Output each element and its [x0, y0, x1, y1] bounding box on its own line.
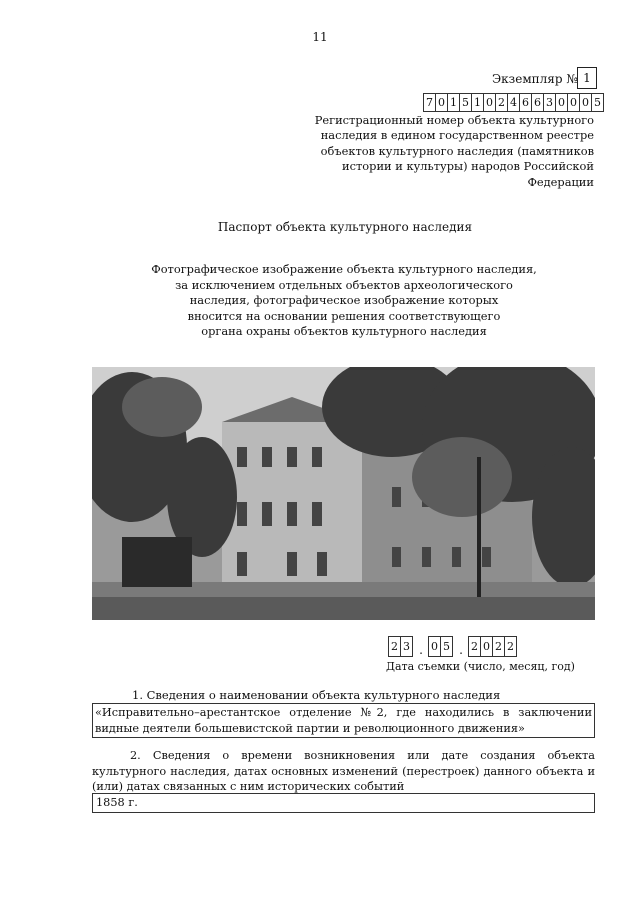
date-separator: .: [419, 643, 423, 657]
photo-date: [389, 636, 517, 657]
photo-caption-line: за исключением отдельных объектов археологического: [175, 277, 513, 292]
date-digit-cell: 2: [492, 636, 505, 657]
photo-caption: [0, 262, 640, 340]
date-digit-cell: 5: [440, 636, 453, 657]
registration-digit-cell: 4: [507, 93, 520, 112]
registration-digit-cell: 2: [495, 93, 508, 112]
registration-digit-cell: 6: [531, 93, 544, 112]
registration-digit-cell: 5: [591, 93, 604, 112]
date-digit-cell: 0: [428, 636, 441, 657]
passport-title: Паспорт объекта культурного наследия: [217, 220, 473, 234]
copy-number-box: 1: [577, 67, 597, 89]
copy-label: Экземпляр №: [492, 72, 578, 86]
registration-note: [274, 113, 594, 190]
registration-digit-cell: 0: [435, 93, 448, 112]
photo-caption-line: Фотографическое изображение объекта культурного наследия,: [151, 262, 537, 276]
registration-note-line: объектов культурного наследия (памятников: [320, 143, 594, 158]
date-digit-cell: 2: [504, 636, 517, 657]
date-digit-cell: 0: [480, 636, 493, 657]
registration-digit-cell: 0: [483, 93, 496, 112]
section1-value-box: «Исправительно–арестантское отделение №2, где находились в заключении видные деятели большевистской партии и революционного движения»: [92, 703, 595, 738]
registration-digit-cell: 0: [567, 93, 580, 112]
registration-digit-cell: 3: [543, 93, 556, 112]
date-day-group: [389, 636, 413, 657]
section2-value-box: 1858 г.: [92, 793, 595, 813]
photo-caption-line: органа охраны объектов культурного наследия: [201, 324, 487, 338]
registration-digit-cell: 0: [555, 93, 568, 112]
section1-heading: 1. Сведения о наименовании объекта культурного наследия: [132, 688, 501, 702]
registration-digit-cell: 5: [459, 93, 472, 112]
date-year-group: [469, 636, 517, 657]
registration-digit-cell: 6: [519, 93, 532, 112]
registration-digit-cell: 1: [447, 93, 460, 112]
building-photo: [92, 367, 595, 620]
registration-note-line: истории и культуры) народов Российской Федерации: [342, 159, 594, 189]
date-month-group: [429, 636, 453, 657]
registration-note-line: наследия в едином государственном реестре: [320, 128, 594, 143]
page-number: 11: [312, 30, 328, 44]
section2-heading: 2. Сведения о времени возникновения или дате создания объекта культурного наследия, датах основных изменений (перестроек) данного объекта и (или) датах связанных с ним исторических событий: [92, 749, 595, 793]
registration-digit-cell: 1: [471, 93, 484, 112]
photo-caption-line: наследия, фотографическое изображение которых: [189, 293, 499, 307]
date-digit-cell: 2: [468, 636, 481, 657]
date-digit-cell: 2: [388, 636, 401, 657]
registration-digit-cell: 7: [423, 93, 436, 112]
photo-date-caption: Дата съемки (число, месяц, год): [386, 660, 575, 673]
photo-caption-line: вносится на основании решения соответствующего: [187, 308, 501, 323]
date-separator: .: [459, 643, 463, 657]
date-digit-cell: 3: [400, 636, 413, 657]
registration-digit-cell: 0: [579, 93, 592, 112]
registration-note-line: Регистрационный номер объекта культурного: [314, 113, 594, 127]
registration-number: [424, 93, 604, 112]
